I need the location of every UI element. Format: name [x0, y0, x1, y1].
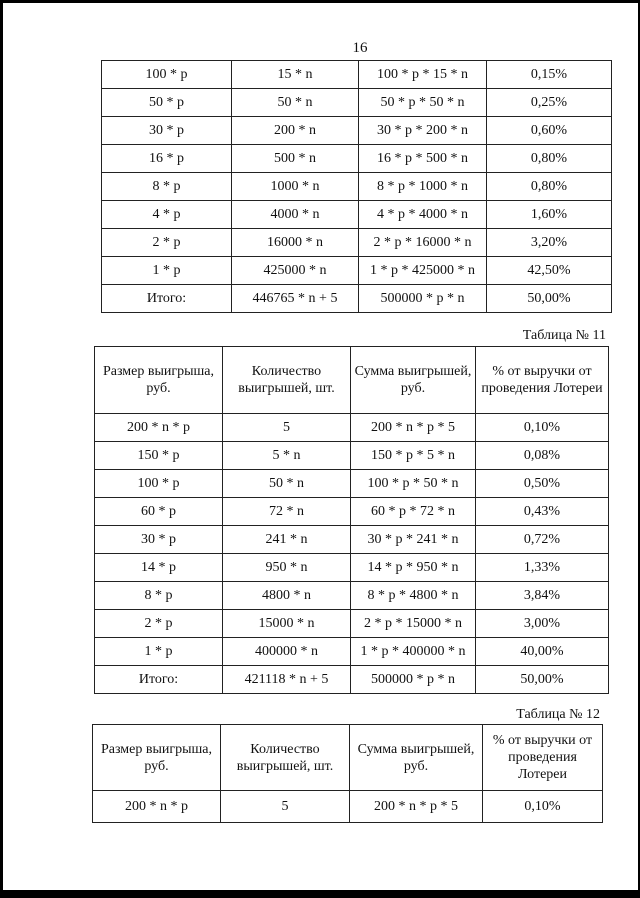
- cell-prize-count: 50 * n: [223, 470, 351, 498]
- table-row: [95, 470, 609, 498]
- cell-prize-count: 500 * n: [232, 145, 359, 173]
- cell-prize-count: 4800 * n: [223, 582, 351, 610]
- table-row: [102, 229, 612, 257]
- cell-prize-count: 15000 * n: [223, 610, 351, 638]
- cell-prize-size: 200 * n * p: [95, 414, 223, 442]
- header-prize-count: Количество выигрышей, шт.: [223, 347, 351, 414]
- cell-prize-sum: 1 * p * 425000 * n: [359, 257, 487, 285]
- cell-prize-sum: 60 * p * 72 * n: [351, 498, 476, 526]
- prize-table-12: [92, 724, 603, 823]
- table-12-body: [93, 791, 603, 823]
- cell-prize-sum: 1 * p * 400000 * n: [351, 638, 476, 666]
- cell-revenue-percent: 0,60%: [487, 117, 612, 145]
- table-row: [102, 89, 612, 117]
- header-revenue-percent: % от выручки от проведения Лотереи: [483, 725, 603, 791]
- cell-prize-count: 4000 * n: [232, 201, 359, 229]
- cell-prize-count: 425000 * n: [232, 257, 359, 285]
- table-11-body: [95, 414, 609, 694]
- cell-prize-size: 60 * p: [95, 498, 223, 526]
- header-prize-count: Количество выигрышей, шт.: [221, 725, 350, 791]
- cell-prize-sum: 8 * p * 1000 * n: [359, 173, 487, 201]
- cell-revenue-percent: 3,00%: [476, 610, 609, 638]
- cell-prize-size: 16 * p: [102, 145, 232, 173]
- cell-prize-count: 200 * n: [232, 117, 359, 145]
- cell-prize-size: 30 * p: [95, 526, 223, 554]
- cell-prize-size: 2 * p: [95, 610, 223, 638]
- cell-revenue-percent: 0,10%: [476, 414, 609, 442]
- header-prize-sum: Сумма выигрышей, руб.: [350, 725, 483, 791]
- cell-revenue-percent: 1,60%: [487, 201, 612, 229]
- cell-prize-size: 150 * p: [95, 442, 223, 470]
- cell-prize-sum: 14 * p * 950 * n: [351, 554, 476, 582]
- header-revenue-percent: % от выручки от проведения Лотереи: [476, 347, 609, 414]
- cell-revenue-percent: 40,00%: [476, 638, 609, 666]
- cell-prize-count: 15 * n: [232, 61, 359, 89]
- cell-prize-count: 400000 * n: [223, 638, 351, 666]
- cell-prize-count: 5 * n: [223, 442, 351, 470]
- prize-table-10-continued: [101, 60, 612, 313]
- table-row: [95, 666, 609, 694]
- table-row: [102, 285, 612, 313]
- cell-prize-sum: 4 * p * 4000 * n: [359, 201, 487, 229]
- cell-revenue-percent: 42,50%: [487, 257, 612, 285]
- cell-prize-size: 50 * p: [102, 89, 232, 117]
- cell-prize-size: 200 * n * p: [93, 791, 221, 823]
- table-row: [95, 638, 609, 666]
- cell-prize-sum: 200 * n * p * 5: [351, 414, 476, 442]
- table-row: [102, 173, 612, 201]
- cell-revenue-percent: 0,80%: [487, 173, 612, 201]
- header-prize-size: Размер выигрыша, руб.: [93, 725, 221, 791]
- cell-prize-size: 2 * p: [102, 229, 232, 257]
- cell-prize-sum: 16 * p * 500 * n: [359, 145, 487, 173]
- table-row: [102, 145, 612, 173]
- scan-border-top: [0, 0, 640, 3]
- cell-prize-sum: 30 * p * 241 * n: [351, 526, 476, 554]
- cell-prize-count: 50 * n: [232, 89, 359, 117]
- cell-revenue-percent: 3,20%: [487, 229, 612, 257]
- cell-revenue-percent: 50,00%: [487, 285, 612, 313]
- cell-prize-count: 421118 * n + 5: [223, 666, 351, 694]
- cell-prize-sum: 2 * p * 15000 * n: [351, 610, 476, 638]
- cell-prize-sum: 500000 * p * n: [351, 666, 476, 694]
- cell-prize-sum: 50 * p * 50 * n: [359, 89, 487, 117]
- cell-prize-count: 16000 * n: [232, 229, 359, 257]
- table-header-row: [93, 725, 603, 791]
- table-row: [95, 554, 609, 582]
- table-10-body: [102, 61, 612, 313]
- cell-revenue-percent: 0,25%: [487, 89, 612, 117]
- table-12-caption: Таблица № 12: [516, 707, 600, 722]
- cell-prize-count: 446765 * n + 5: [232, 285, 359, 313]
- cell-prize-count: 241 * n: [223, 526, 351, 554]
- table-row: [102, 257, 612, 285]
- table-row: [93, 791, 603, 823]
- cell-prize-size: 30 * p: [102, 117, 232, 145]
- cell-revenue-percent: 0,80%: [487, 145, 612, 173]
- cell-prize-size: 14 * p: [95, 554, 223, 582]
- cell-prize-size: 100 * p: [95, 470, 223, 498]
- table-header-row: [95, 347, 609, 414]
- table-row: [102, 117, 612, 145]
- scan-border-left: [0, 0, 3, 898]
- cell-prize-size: 100 * p: [102, 61, 232, 89]
- scan-border-bottom: [0, 890, 640, 898]
- cell-prize-sum: 100 * p * 15 * n: [359, 61, 487, 89]
- cell-revenue-percent: 0,10%: [483, 791, 603, 823]
- table-row: [95, 526, 609, 554]
- cell-prize-size: 8 * p: [102, 173, 232, 201]
- cell-prize-count: 72 * n: [223, 498, 351, 526]
- table-11-caption: Таблица № 11: [522, 328, 606, 343]
- cell-prize-count: 950 * n: [223, 554, 351, 582]
- cell-revenue-percent: 1,33%: [476, 554, 609, 582]
- cell-prize-size: 1 * p: [102, 257, 232, 285]
- cell-revenue-percent: 0,72%: [476, 526, 609, 554]
- cell-prize-sum: 200 * n * p * 5: [350, 791, 483, 823]
- table-row: [95, 582, 609, 610]
- cell-prize-sum: 2 * p * 16000 * n: [359, 229, 487, 257]
- cell-prize-size: Итого:: [95, 666, 223, 694]
- cell-revenue-percent: 3,84%: [476, 582, 609, 610]
- table-row: [95, 442, 609, 470]
- cell-prize-sum: 8 * p * 4800 * n: [351, 582, 476, 610]
- cell-prize-sum: 150 * p * 5 * n: [351, 442, 476, 470]
- cell-revenue-percent: 0,43%: [476, 498, 609, 526]
- page-number: 16: [352, 40, 368, 56]
- cell-prize-size: 4 * p: [102, 201, 232, 229]
- cell-prize-count: 1000 * n: [232, 173, 359, 201]
- table-row: [95, 498, 609, 526]
- cell-prize-count: 5: [223, 414, 351, 442]
- header-prize-size: Размер выигрыша, руб.: [95, 347, 223, 414]
- cell-prize-size: 1 * p: [95, 638, 223, 666]
- cell-prize-sum: 30 * p * 200 * n: [359, 117, 487, 145]
- cell-revenue-percent: 0,50%: [476, 470, 609, 498]
- header-prize-sum: Сумма выигрышей, руб.: [351, 347, 476, 414]
- cell-prize-sum: 100 * p * 50 * n: [351, 470, 476, 498]
- cell-prize-count: 5: [221, 791, 350, 823]
- table-row: [95, 414, 609, 442]
- table-row: [95, 610, 609, 638]
- cell-revenue-percent: 0,15%: [487, 61, 612, 89]
- cell-prize-size: Итого:: [102, 285, 232, 313]
- cell-revenue-percent: 50,00%: [476, 666, 609, 694]
- table-row: [102, 201, 612, 229]
- cell-prize-sum: 500000 * p * n: [359, 285, 487, 313]
- prize-table-11: [94, 346, 609, 694]
- cell-revenue-percent: 0,08%: [476, 442, 609, 470]
- cell-prize-size: 8 * p: [95, 582, 223, 610]
- table-row: [102, 61, 612, 89]
